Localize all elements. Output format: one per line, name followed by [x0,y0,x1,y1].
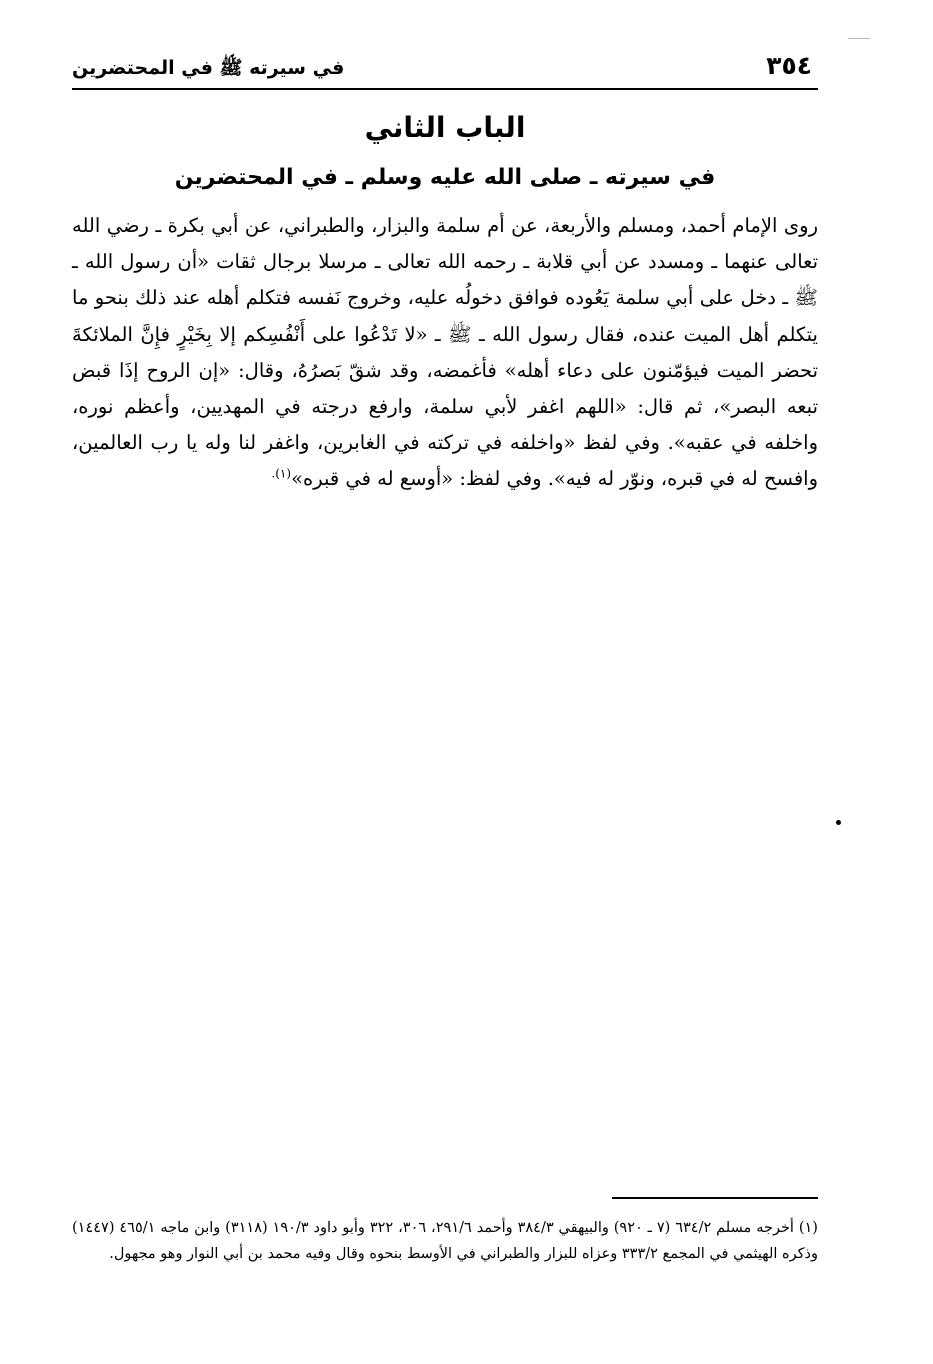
chapter-title: الباب الثاني [364,111,526,144]
body-paragraph [72,208,818,498]
chapter-subtitle: في سيرته ـ صلى الله عليه وسلم ـ في المحتضرين [174,165,716,190]
page-number: ٣٥٤ [766,51,812,80]
body-text: روى الإمام أحمد، ومسلم والأربعة، عن أم سلمة والبزار، والطبراني، عن أبي بكرة ـ رضي الله تعالى عنهما ـ ومسدد عن أبي قلابة ـ رحمه الله تعالى ـ مرسلا برجال ثقات «أن رسول الله ـ ﷺ ـ دخل على أبي سلمة يَعُوده فوافق دخولُه عليه، وخروج نَفسه فتكلم أهله عند ذلك بنحو ما يتكلم أهل الميت عنده، فقال رسول الله ـ ﷺ ـ «لا تَدْعُوا على أَنْفُسِكم إلا بِخَيْرٍ فإِنَّ الملائكةَ تحضر الميت فيؤمّنون على دعاء أهله» فأغمضه، وقد شقّ بَصرُهُ، وقال: «إن الروح إذَا قبض تبعه البصر»، ثم قال: «اللهم اغفر لأبي سلمة، وارفع درجته في المهديين، وأعظم نوره، واخلفه في عقبه». وفي لفظ «واخلفه في تركته في الغابرين، واغفر لنا وله يا رب العالمين، وافسح له في قبره، ونوّر له فيه». وفي لفظ: «أوسع له في قبره» [72,214,818,491]
footnote-rule [612,1197,818,1199]
footnote-reference: (١). [271,466,292,481]
scan-artifact [848,38,870,39]
footnote: (١) أخرجه مسلم ٦٣٤/٢ (٧ ـ ٩٢٠) والبيهقي ٣٨٤/٣ وأحمد ٢٩١/٦، ٣٠٦، ٣٢٢ وأبو داود ١٩٠/٣ (٣١١٨) وابن ماجه ٤٦٥/١ (١٤٤٧) وذكره الهيثمي في المجمع ٣٣٣/٢ وعزاه للبزار والطبراني في الأوسط بنحوه وقال وفيه محمد بن أبي النوار وهو مجهول. [72,1220,818,1262]
header-rule [72,88,818,90]
page-header [72,50,818,90]
stray-dot [836,820,841,825]
running-head: في سيرته ﷺ في المحتضرين [72,57,345,79]
